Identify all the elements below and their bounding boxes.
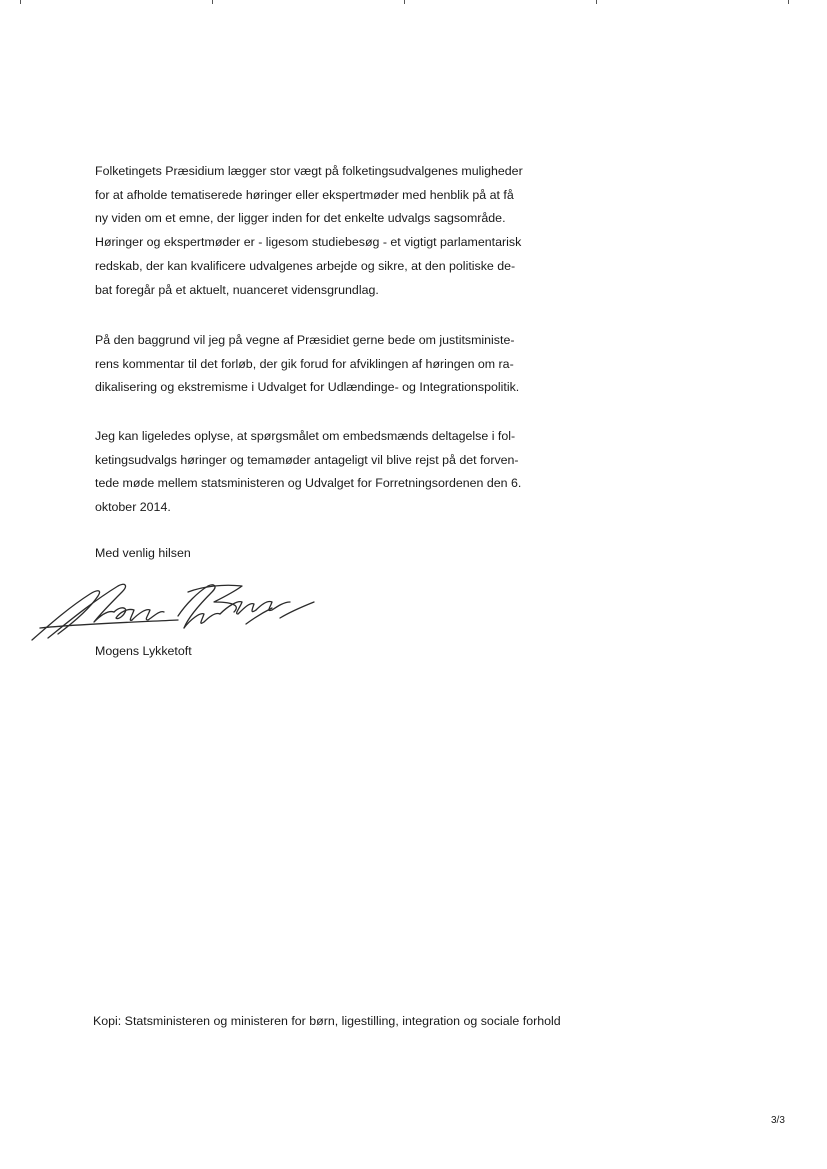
- scan-mark: [20, 0, 21, 4]
- text-line: Folketingets Præsidium lægger stor vægt på folketingsudvalgenes muligheder: [95, 164, 523, 178]
- scan-mark: [788, 0, 789, 4]
- signer-name: Mogens Lykketoft: [95, 644, 192, 658]
- text-line: bat foregår på et aktuelt, nuanceret vidensgrundlag.: [95, 282, 379, 297]
- text-line: dikalisering og ekstremisme i Udvalget for Udlændinge- og Integrationspolitik.: [95, 380, 520, 395]
- text-line: redskab, der kan kvalificere udvalgenes arbejde og sikre, at den politiske de-: [95, 258, 516, 273]
- text-line: Jeg kan ligeledes oplyse, at spørgsmålet om embedsmænds deltagelse i fol-: [95, 429, 516, 443]
- scan-mark: [596, 0, 597, 4]
- text-line: oktober 2014.: [95, 500, 171, 515]
- paragraph-3: [95, 425, 521, 520]
- text-line: rens kommentar til det forløb, der gik forud for afviklingen af høringen om ra-: [95, 356, 514, 371]
- copy-recipients: Kopi: Statsministeren og ministeren for børn, ligestilling, integration og sociale forhold: [93, 1014, 561, 1028]
- text-line: Høringer og ekspertmøder er - ligesom studiebesøg - et vigtigt parlamentarisk: [95, 235, 522, 250]
- text-line: tede møde mellem statsministeren og Udvalget for Forretningsordenen den 6.: [95, 476, 522, 491]
- handwritten-signature: [28, 578, 318, 648]
- paragraph-2: [95, 329, 519, 400]
- text-line: ketingsudvalgs høringer og temamøder antageligt vil blive rejst på det forven-: [95, 452, 519, 467]
- page-number: 3/3: [771, 1115, 785, 1126]
- scan-edge: [0, 0, 827, 4]
- scan-mark: [212, 0, 213, 4]
- text-line: På den baggrund vil jeg på vegne af Præsidiet gerne bede om justitsministe-: [95, 333, 515, 347]
- paragraph-1: [95, 160, 523, 302]
- scan-mark: [404, 0, 405, 4]
- closing-salutation: Med venlig hilsen: [95, 546, 191, 560]
- text-line: for at afholde tematiserede høringer eller ekspertmøder med henblik på at få: [95, 187, 514, 202]
- text-line: ny viden om et emne, der ligger inden for det enkelte udvalgs sagsområde.: [95, 211, 506, 226]
